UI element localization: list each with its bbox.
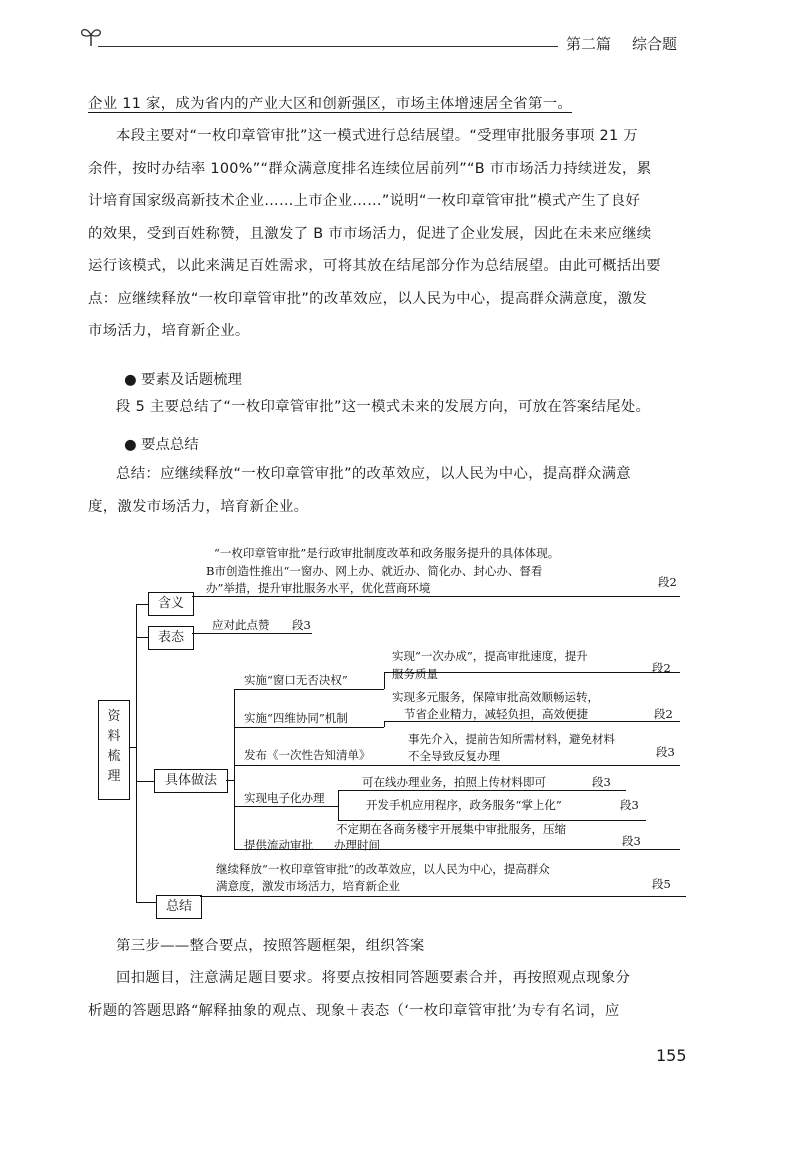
step3-title: 第三步——整合要点，按照答题框架，组织答案 [116,938,425,954]
practice-5-detail-2: 办理时间 [334,838,380,852]
branch-meaning: 含义 [148,592,194,616]
paragraph-summary: 总结：应继续释放“一枚印章管审批”的改革效应，以人民为中心，提高群众满意 度，激发市场活力，培育新企业。 [88,466,631,515]
sprout-icon [78,22,104,48]
summary-line-2: 满意度，激发市场活力，培育新企业 [216,879,400,893]
root-box: 资 料 梳 理 [98,700,130,800]
meaning-line-1: “一枚印章管审批”是行政审批制度改革和政务服务提升的具体体现。 [214,546,560,560]
meaning-line-3: 办”举措，提升审批服务水平，优化营商环境 [206,581,431,595]
attitude-ref: 段3 [292,618,311,632]
practice-4-action: 实现电子化办理 [244,791,325,805]
paragraph-step3: 回扣题目，注意满足题目要求。将要点按相同答题要素合并，再按照观点现象分 析题的答题思路“解释抽象的观点、现象＋表态（‘一枚印章管审批’为专有名词，应 [88,970,631,1019]
header-title: 综合题 [632,35,678,53]
practice-3-action: 发布《一次性告知清单》 [244,748,371,762]
attitude-text: 应对此点赞 [212,618,270,632]
bullet-heading-elements: ● 要素及话题梳理 [124,372,242,388]
practice-1-action: 实施“窗口无否决权” [244,673,348,687]
header-rule [98,46,558,47]
bullet-heading-summary: ● 要点总结 [124,437,199,453]
branch-attitude: 表态 [148,626,194,650]
practice-2-action: 实施“四维协同”机制 [244,711,348,725]
practice-5-detail-1: 不定期在各商务楼宇开展集中审批服务，压缩 [336,822,566,836]
practice-trunk [234,689,235,849]
practice-2-detail-1: 实现多元服务，保障审批高效顺畅运转， [392,690,599,704]
branch-practice: 具体做法 [154,769,228,793]
practice-3-detail-1: 事先介入，提前告知所需材料，避免材料 [408,732,615,746]
practice-2-detail-2: 节省企业精力，减轻负担，高效便捷 [404,707,588,721]
paragraph-analysis: 本段主要对“一枚印章管审批”这一模式进行总结展望。“受理审批服务事项 21 万 余件，按时办结率 100%”“群众满意度排名连续位居前列”“B 市市场活力持续迸发，累 计培育国家级高新技术企业……上市企业……”说明“一枚印章管审批”模式产生了良好 的效果，受到百姓称赞，且激发了 B 市市场活力，促进了企业发展，因此在未来应继续 运行该模式，以此来满足百姓需求，可将其放在结尾部分作为总结展望。由此可概括出要 点：应继续释放“一枚印章管审批”的改革效应，以人民为中心，提高群众满意度，激发 市场活力，培育新企业。 [88,128,661,339]
practice-5-ref: 段3 [622,834,641,848]
practice-1-ref: 段2 [652,661,671,675]
top-line: 企业 11 家，成为省内的产业大区和创新强区，市场主体增速居全省第一。 [88,96,573,112]
paragraph-element-summary: 段 5 主要总结了“一枚印章管审批”这一模式未来的发展方向，可放在答案结尾处。 [116,399,651,415]
practice-5-action: 提供流动审批 [244,838,313,852]
meaning-ref: 段2 [658,575,677,589]
practice-1-detail-1: 实现“一次办成”，提高审批速度，提升 [392,649,588,663]
practice-1-detail-2: 服务质量 [392,667,438,681]
branch-summary: 总结 [156,895,202,919]
header-section: 第二篇 [566,35,612,53]
practice-4-ref-1: 段3 [592,775,611,789]
summary-ref: 段5 [652,877,671,891]
meaning-line-2: B市创造性推出“一窗办、网上办、就近办、简化办、封心办、督看 [206,564,543,578]
page-number: 155 [656,1046,687,1065]
summary-line-1: 继续释放“一枚印章管审批”的改革效应，以人民为中心，提高群众 [216,862,550,876]
practice-4-ref-2: 段3 [620,798,639,812]
practice-4-detail-2: 开发手机应用程序，政务服务“掌上化” [366,798,562,812]
practice-3-detail-2: 不全导致反复办理 [408,749,500,763]
practice-4-detail-1: 可在线办理业务，拍照上传材料即可 [362,775,546,789]
practice-2-ref: 段2 [654,707,673,721]
root-trunk [136,604,137,902]
practice-3-ref: 段3 [656,745,675,759]
